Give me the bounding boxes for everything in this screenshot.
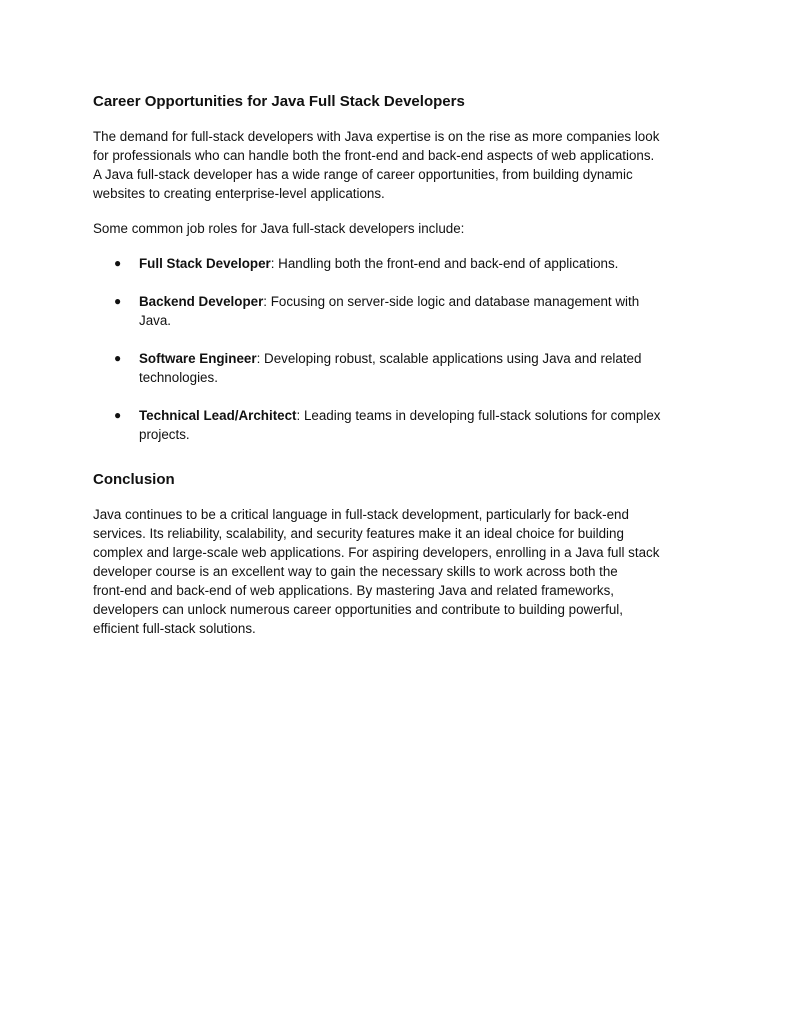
bullet-icon: ● xyxy=(114,408,122,422)
role-term: Full Stack Developer xyxy=(139,256,271,271)
conclusion-line: front-end and back-end of web applications. By mastering Java and related frameworks, xyxy=(93,583,615,598)
role-description: : Handling both the front-end and back-end of applications. xyxy=(270,256,619,271)
intro-paragraph xyxy=(93,127,703,203)
bullet-icon: ● xyxy=(114,256,122,270)
section-title-conclusion: Conclusion xyxy=(93,471,175,488)
intro-line: The demand for full-stack developers with Java expertise is on the rise as more companies look xyxy=(93,129,660,144)
role-description: : Developing robust, scalable applications using Java and related xyxy=(256,351,642,366)
role-term: Technical Lead/Architect xyxy=(139,408,297,423)
role-description-cont: projects. xyxy=(139,427,190,442)
bullet-icon: ● xyxy=(114,351,122,365)
job-roles-list xyxy=(93,254,703,444)
list-item xyxy=(93,292,703,330)
intro-line: A Java full-stack developer has a wide range of career opportunities, from building dynamic xyxy=(93,167,633,182)
section-title-career: Career Opportunities for Java Full Stack Developers xyxy=(93,93,465,110)
conclusion-paragraph xyxy=(93,505,703,638)
role-description: : Focusing on server-side logic and database management with xyxy=(263,294,640,309)
document-page xyxy=(93,92,703,638)
role-description-cont: technologies. xyxy=(139,370,218,385)
conclusion-line: developers can unlock numerous career opportunities and contribute to building powerful, xyxy=(93,602,623,617)
conclusion-line: Java continues to be a critical language in full-stack development, particularly for back-end xyxy=(93,507,629,522)
role-term: Software Engineer xyxy=(139,351,257,366)
intro-line: websites to creating enterprise-level applications. xyxy=(93,186,385,201)
conclusion-line: services. Its reliability, scalability, and security features make it an ideal choice for building xyxy=(93,526,624,541)
role-term: Backend Developer xyxy=(139,294,264,309)
roles-lead-paragraph: Some common job roles for Java full-stack developers include: xyxy=(93,221,465,236)
conclusion-line: complex and large-scale web applications. For aspiring developers, enrolling in a Java full stack xyxy=(93,545,660,560)
role-description-cont: Java. xyxy=(139,313,172,328)
conclusion-line: efficient full-stack solutions. xyxy=(93,621,256,636)
list-item xyxy=(93,406,703,444)
list-item xyxy=(93,254,703,273)
list-item xyxy=(93,349,703,387)
conclusion-line: developer course is an excellent way to gain the necessary skills to work across both the xyxy=(93,564,618,579)
intro-line: for professionals who can handle both the front-end and back-end aspects of web applications. xyxy=(93,148,655,163)
role-description: : Leading teams in developing full-stack solutions for complex xyxy=(296,408,661,423)
bullet-icon: ● xyxy=(114,294,122,308)
